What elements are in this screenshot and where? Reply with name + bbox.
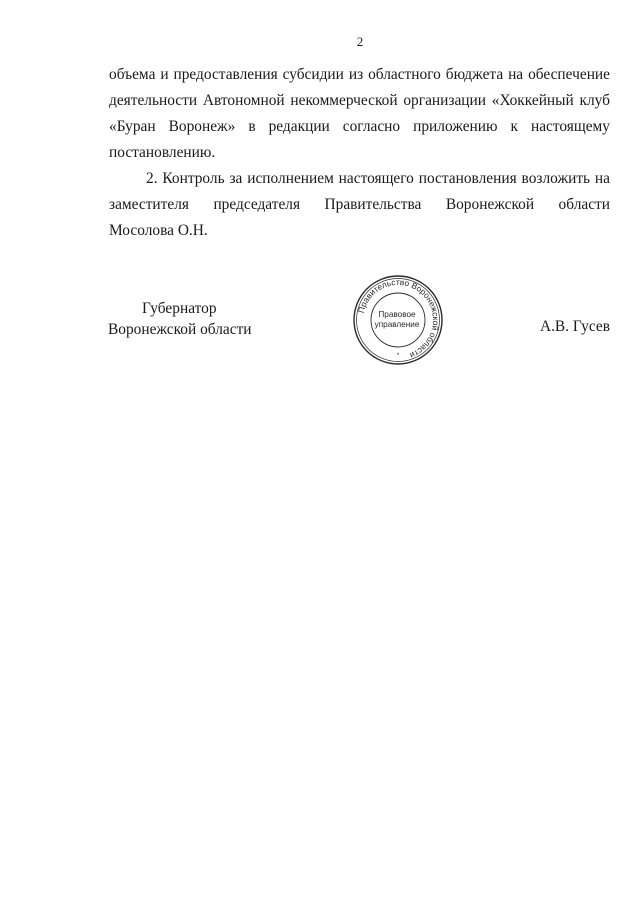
signatory-title-line-2: Воронежской области xyxy=(108,321,252,338)
seal-star-icon: * xyxy=(396,353,400,359)
signatory-title-line-1: Губернатор xyxy=(142,300,217,317)
seal-center-line-1: Правовое xyxy=(378,310,416,319)
paragraph-2 xyxy=(109,166,610,244)
seal-center-line-2: управление xyxy=(374,320,420,329)
paragraph-1-line-2: деятельности Автономной некоммерческой организации «Хоккейный клуб xyxy=(109,92,610,109)
seal-stamp-icon xyxy=(352,274,444,366)
page-number: 2 xyxy=(356,34,364,49)
paragraph-2-line-3: Мосолова О.Н. xyxy=(109,222,208,239)
paragraph-1-line-3: «Буран Воронеж» в редакции согласно приложению к настоящему xyxy=(109,118,610,135)
paragraph-1-line-4: постановлению. xyxy=(109,144,216,161)
paragraph-2-line-2: заместителя председателя Правительства Воронежской области xyxy=(109,196,610,213)
seal-ring-text-path: Правительство Воронежской области xyxy=(355,276,442,361)
document-body xyxy=(109,62,610,244)
official-seal xyxy=(352,274,444,366)
paragraph-1 xyxy=(109,62,610,166)
paragraph-2-line-1: 2. Контроль за исполнением настоящего постановления возложить на xyxy=(146,170,610,187)
signatory-name: А.В. Гусев xyxy=(539,318,610,335)
paragraph-1-line-1: объема и предоставления субсидии из областного бюджета на обеспечение xyxy=(109,66,610,83)
signatory-title xyxy=(108,298,252,340)
